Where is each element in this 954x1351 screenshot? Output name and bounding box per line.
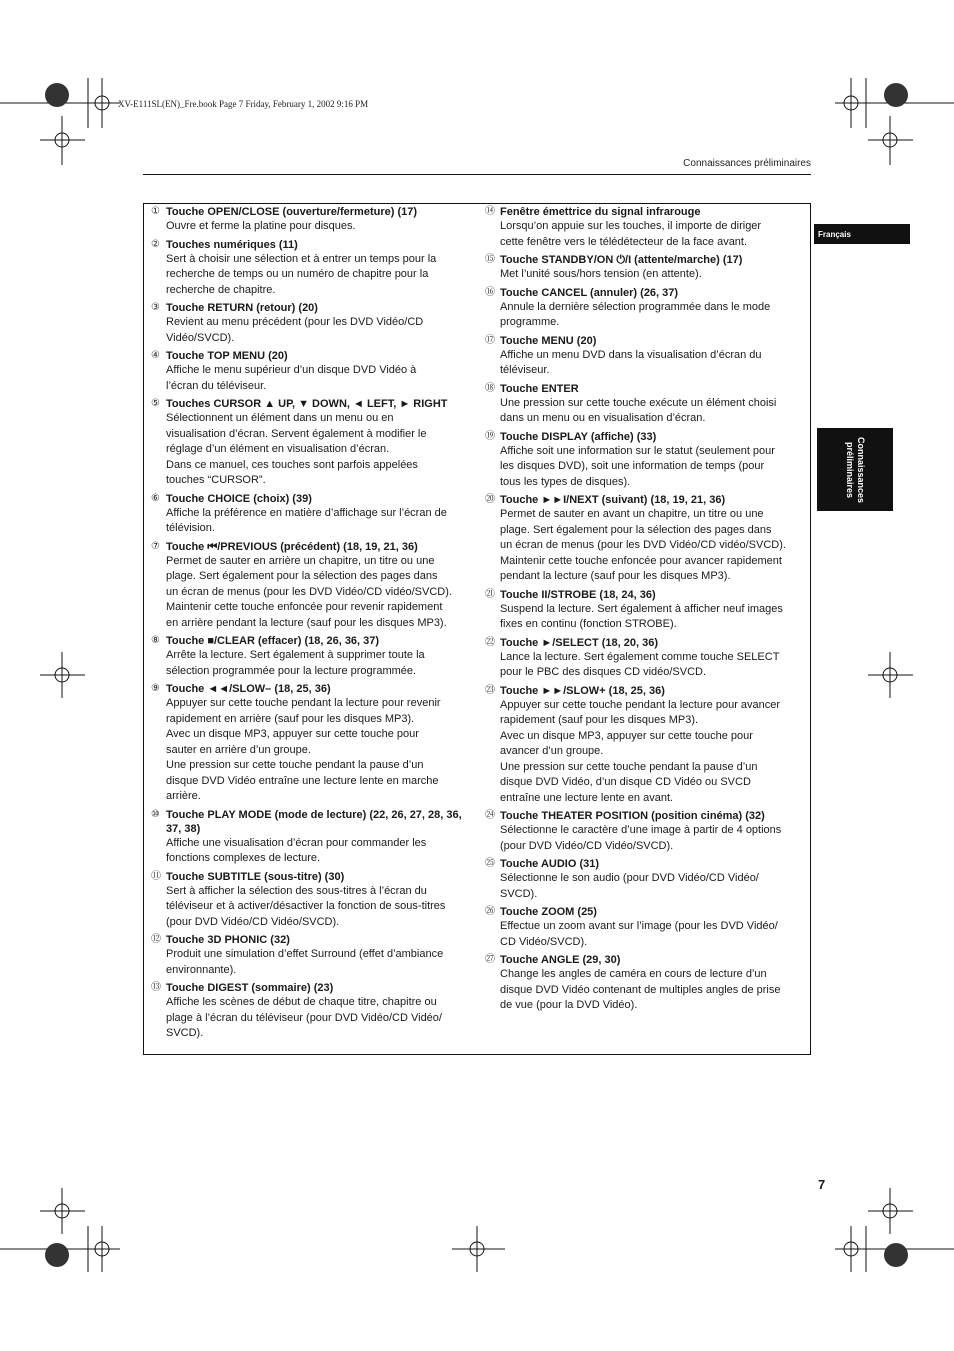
list-item xyxy=(485,493,805,585)
language-tab-label: Français xyxy=(818,229,851,239)
item-description: Affiche la préférence en matière d’affichage sur l’écran de télévision. xyxy=(166,506,447,534)
key-descriptions-box xyxy=(143,203,811,1055)
list-item xyxy=(485,588,805,633)
item-title xyxy=(485,953,805,967)
item-title-text: Touche II/STROBE (18, 24, 36) xyxy=(500,588,656,601)
list-item xyxy=(485,953,805,1014)
item-description: Affiche le menu supérieur d’un disque DVD Vidéo à l’écran du téléviseur. xyxy=(166,364,417,392)
item-description: Sert à afficher la sélection des sous-titres à l’écran du téléviseur et à activer/désactiver la fonction de sous-titres (pour DVD Vidéo/CD Vidéo/SVCD). xyxy=(166,884,446,928)
section-tab xyxy=(817,428,893,511)
item-title-text: Touches CURSOR ▲ UP, ▼ DOWN, ◄ LEFT, ► RIGHT xyxy=(166,398,448,410)
header-rule xyxy=(143,174,811,175)
item-title xyxy=(151,397,473,411)
item-number: ㉓ xyxy=(485,684,495,696)
item-title-text: Touche ►►/SLOW+ (18, 25, 36) xyxy=(500,684,665,697)
item-description: Change les angles de caméra en cours de lecture d’un disque DVD Vidéo contenant de multiples angles de prise de vue (pour la DVD Vidéo). xyxy=(500,968,781,1011)
item-title xyxy=(485,253,805,267)
item-title xyxy=(151,634,473,648)
item-title xyxy=(151,808,473,836)
item-title xyxy=(485,430,805,444)
item-title-text: Touche AUDIO (31) xyxy=(500,858,600,870)
section-tab-label xyxy=(844,436,866,502)
item-number: ⑱ xyxy=(485,382,495,394)
item-title xyxy=(151,349,473,363)
item-title xyxy=(485,636,805,650)
item-description: Affiche les scènes de début de chaque titre, chapitre ou plage à l’écran du téléviseur (pour DVD Vidéo/CD Vidéo/ SVCD). xyxy=(166,996,442,1039)
item-title-text: Touche ANGLE (29, 30) xyxy=(500,954,621,966)
item-description: Sélectionne le son audio (pour DVD Vidéo/CD Vidéo/ SVCD). xyxy=(500,872,759,900)
item-title-text: Touche SUBTITLE (sous-titre) (30) xyxy=(166,870,345,883)
list-item xyxy=(151,238,473,299)
item-number: ③ xyxy=(151,302,160,313)
item-description: Affiche soit une information sur le statut (seulement pour les disques DVD), soit une information de temps (pour tous les types de disques). xyxy=(500,444,775,488)
item-title-text: Touche DIGEST (sommaire) (23) xyxy=(166,982,334,994)
item-title xyxy=(151,933,473,947)
item-number: ⑤ xyxy=(151,398,160,409)
item-number: ⑯ xyxy=(485,286,495,298)
list-item xyxy=(151,634,473,679)
list-item xyxy=(485,382,805,427)
item-description: Appuyer sur cette touche pendant la lecture pour avancer rapidement (sauf pour les disques MP3). Avec un disque MP3, appuyer sur cette touche pour avancer d’un groupe. Une pression sur cette touche pendant la pause d’un disque DVD Vidéo, d’un disque CD Vidéo ou SVCD entraîne une lecture lente en avant. xyxy=(500,698,781,804)
item-number: ④ xyxy=(151,350,160,361)
item-title xyxy=(485,286,805,300)
item-description: Une pression sur cette touche exécute un élément choisi dans un menu ou en visualisation d’écran. xyxy=(500,396,777,424)
item-title-text: Touche OPEN/CLOSE (ouverture/fermeture) (17) xyxy=(166,206,418,218)
item-title-text: Touche PLAY MODE (mode de lecture) (22, 26, 27, 28, 36, 37, 38) xyxy=(166,808,462,835)
item-number: ㉒ xyxy=(485,636,495,648)
item-description: Appuyer sur cette touche pendant la lecture pour revenir rapidement en arrière (sauf pour les disques MP3). Avec un disque MP3, appuyer sur cette touche pour sauter en arrière d’un groupe. Une pression sur cette touche pendant la pause d’un disque DVD Vidéo entraîne une lecture lente en marche arrière. xyxy=(166,697,441,802)
item-title xyxy=(151,682,473,696)
item-description: Suspend la lecture. Sert également à afficher neuf images fixes en continu (fonction STROBE). xyxy=(500,602,783,630)
item-number: ⑳ xyxy=(485,494,495,505)
item-number: ㉑ xyxy=(485,588,495,600)
list-item xyxy=(151,682,473,805)
item-title-text: Touche CHOICE (choix) (39) xyxy=(166,492,312,505)
item-number: ㉖ xyxy=(485,906,495,917)
item-description: Permet de sauter en avant un chapitre, un titre ou une plage. Sert également pour la sélection des pages dans un écran de menus (pour les DVD Vidéo/CD vidéo/SVCD). Maintenir cette touche enfoncée pour avancer rapidement pendant la lecture (sauf pour les disques MP3). xyxy=(500,508,786,582)
item-number: ⑪ xyxy=(151,870,161,882)
item-title-text: Fenêtre émettrice du signal infrarouge xyxy=(500,206,701,218)
language-tab xyxy=(814,224,910,244)
item-title xyxy=(485,857,805,871)
list-item xyxy=(485,684,805,807)
item-description: Ouvre et ferme la platine pour disques. xyxy=(166,220,356,232)
item-title-text: Touche 3D PHONIC (32) xyxy=(166,934,290,946)
item-title xyxy=(151,870,473,884)
item-title-text: Touche RETURN (retour) (20) xyxy=(166,302,318,314)
item-number: ㉕ xyxy=(485,858,495,869)
item-description: Produit une simulation d’effet Surround (effet d’ambiance environnante). xyxy=(166,948,444,976)
item-title-text: Touche CANCEL (annuler) (26, 37) xyxy=(500,286,679,299)
item-description: Lorsqu’on appuie sur les touches, il importe de diriger cette fenêtre vers le télédétecteur de la face avant. xyxy=(500,220,762,248)
list-item xyxy=(485,205,805,250)
section-tab-line-2: préliminaires xyxy=(845,441,855,498)
left-column xyxy=(151,205,473,1045)
item-description: Permet de sauter en arrière un chapitre, un titre ou une plage. Sert également pour la sélection des pages dans un écran de menus (pour les DVD Vidéo/CD vidéo/SVCD). Maintenir cette touche enfoncée pour revenir rapidement en arrière pendant la lecture (sauf pour les disques MP3). xyxy=(166,554,452,629)
item-title xyxy=(485,588,805,602)
item-title-text: Touche ◄◄/SLOW– (18, 25, 36) xyxy=(166,683,331,695)
item-title xyxy=(485,684,805,698)
list-item xyxy=(485,636,805,681)
item-title-text: Touche TOP MENU (20) xyxy=(166,350,288,362)
list-item xyxy=(485,857,805,902)
item-description: Sélectionne le caractère d’une image à partir de 4 options (pour DVD Vidéo/CD Vidéo/SVCD). xyxy=(500,824,782,852)
item-title xyxy=(151,981,473,995)
file-info: XV-E111SL(EN)_Fre.book Page 7 Friday, February 1, 2002 9:16 PM xyxy=(118,99,369,109)
item-title-text: Touche ►►I/NEXT (suivant) (18, 19, 21, 36) xyxy=(500,494,726,506)
item-title xyxy=(151,205,473,219)
list-item xyxy=(151,205,473,235)
item-title-text: Touche ZOOM (25) xyxy=(500,906,597,918)
item-title-text: Touche ■/CLEAR (effacer) (18, 26, 36, 37) xyxy=(166,635,380,647)
list-item xyxy=(485,430,805,491)
list-item xyxy=(151,492,473,537)
item-title-text: Touche ⏮/PREVIOUS (précédent) (18, 19, 21, 36) xyxy=(166,540,418,553)
item-description: Annule la dernière sélection programmée dans le mode programme. xyxy=(500,300,771,328)
item-number: ⑰ xyxy=(485,334,495,346)
list-item xyxy=(485,253,805,283)
item-number: ㉔ xyxy=(485,810,495,821)
item-number: ⑬ xyxy=(151,982,161,993)
item-title xyxy=(151,238,473,252)
list-item xyxy=(485,286,805,331)
list-item xyxy=(151,540,473,632)
list-item xyxy=(485,905,805,950)
item-number: ① xyxy=(151,206,160,217)
right-column xyxy=(485,205,805,1017)
list-item xyxy=(151,981,473,1042)
item-title xyxy=(151,492,473,506)
list-item xyxy=(151,870,473,931)
item-number: ⑦ xyxy=(151,540,160,552)
item-title xyxy=(485,905,805,919)
item-description: Effectue un zoom avant sur l’image (pour les DVD Vidéo/ CD Vidéo/SVCD). xyxy=(500,920,778,948)
item-title-text: Touche ►/SELECT (18, 20, 36) xyxy=(500,636,659,649)
item-description: Lance la lecture. Sert également comme touche SELECT pour le PBC des disques CD vidéo/SVCD. xyxy=(500,650,780,678)
list-item xyxy=(485,809,805,854)
item-number: ⑩ xyxy=(151,808,160,820)
item-title xyxy=(151,540,473,554)
item-title-text: Touche THEATER POSITION (position cinéma) (32) xyxy=(500,810,765,822)
list-item xyxy=(151,301,473,346)
item-description: Sert à choisir une sélection et à entrer un temps pour la recherche de temps ou un numéro de chapitre pour la recherche de chapitre. xyxy=(166,252,437,296)
item-number: ⑭ xyxy=(485,206,495,217)
item-description: Revient au menu précédent (pour les DVD Vidéo/CD Vidéo/SVCD). xyxy=(166,316,424,344)
list-item xyxy=(485,334,805,379)
item-title-text: Touche STANDBY/ON ⏻/I (attente/marche) (17) xyxy=(500,254,743,266)
page-number: 7 xyxy=(818,1177,826,1192)
item-title xyxy=(485,205,805,219)
item-number: ⑥ xyxy=(151,492,160,504)
item-title-text: Touche DISPLAY (affiche) (33) xyxy=(500,430,657,443)
list-item xyxy=(151,933,473,978)
item-number: ⑮ xyxy=(485,254,495,265)
list-item xyxy=(151,808,473,867)
item-title xyxy=(151,301,473,315)
item-title xyxy=(485,382,805,396)
item-description: Sélectionnent un élément dans un menu ou en visualisation d’écran. Servent également à modifier le réglage d’un élément en visualisation d’écran. Dans ce manuel, ces touches sont parfois appelées touches “CURSOR”. xyxy=(166,412,427,486)
item-number: ⑲ xyxy=(485,430,495,442)
item-description: Affiche une visualisation d’écran pour commander les fonctions complexes de lecture. xyxy=(166,836,427,864)
item-title xyxy=(485,493,805,507)
item-number: ⑫ xyxy=(151,934,161,945)
item-description: Affiche un menu DVD dans la visualisation d’écran du téléviseur. xyxy=(500,348,762,376)
item-title-text: Touche MENU (20) xyxy=(500,334,597,347)
item-description: Arrête la lecture. Sert également à supprimer toute la sélection programmée pour la lecture programmée. xyxy=(166,649,425,677)
item-title xyxy=(485,334,805,348)
item-number: ⑧ xyxy=(151,635,160,646)
item-number: ② xyxy=(151,238,160,250)
item-title-text: Touche ENTER xyxy=(500,382,579,395)
item-description: Met l’unité sous/hors tension (en attente). xyxy=(500,268,702,280)
item-number: ㉗ xyxy=(485,954,495,965)
section-tab-line-1: Connaissances xyxy=(856,436,866,503)
item-number: ⑨ xyxy=(151,683,160,694)
list-item xyxy=(151,397,473,489)
item-title xyxy=(485,809,805,823)
list-item xyxy=(151,349,473,394)
section-header: Connaissances préliminaires xyxy=(683,158,811,169)
item-title-text: Touches numériques (11) xyxy=(166,238,298,251)
